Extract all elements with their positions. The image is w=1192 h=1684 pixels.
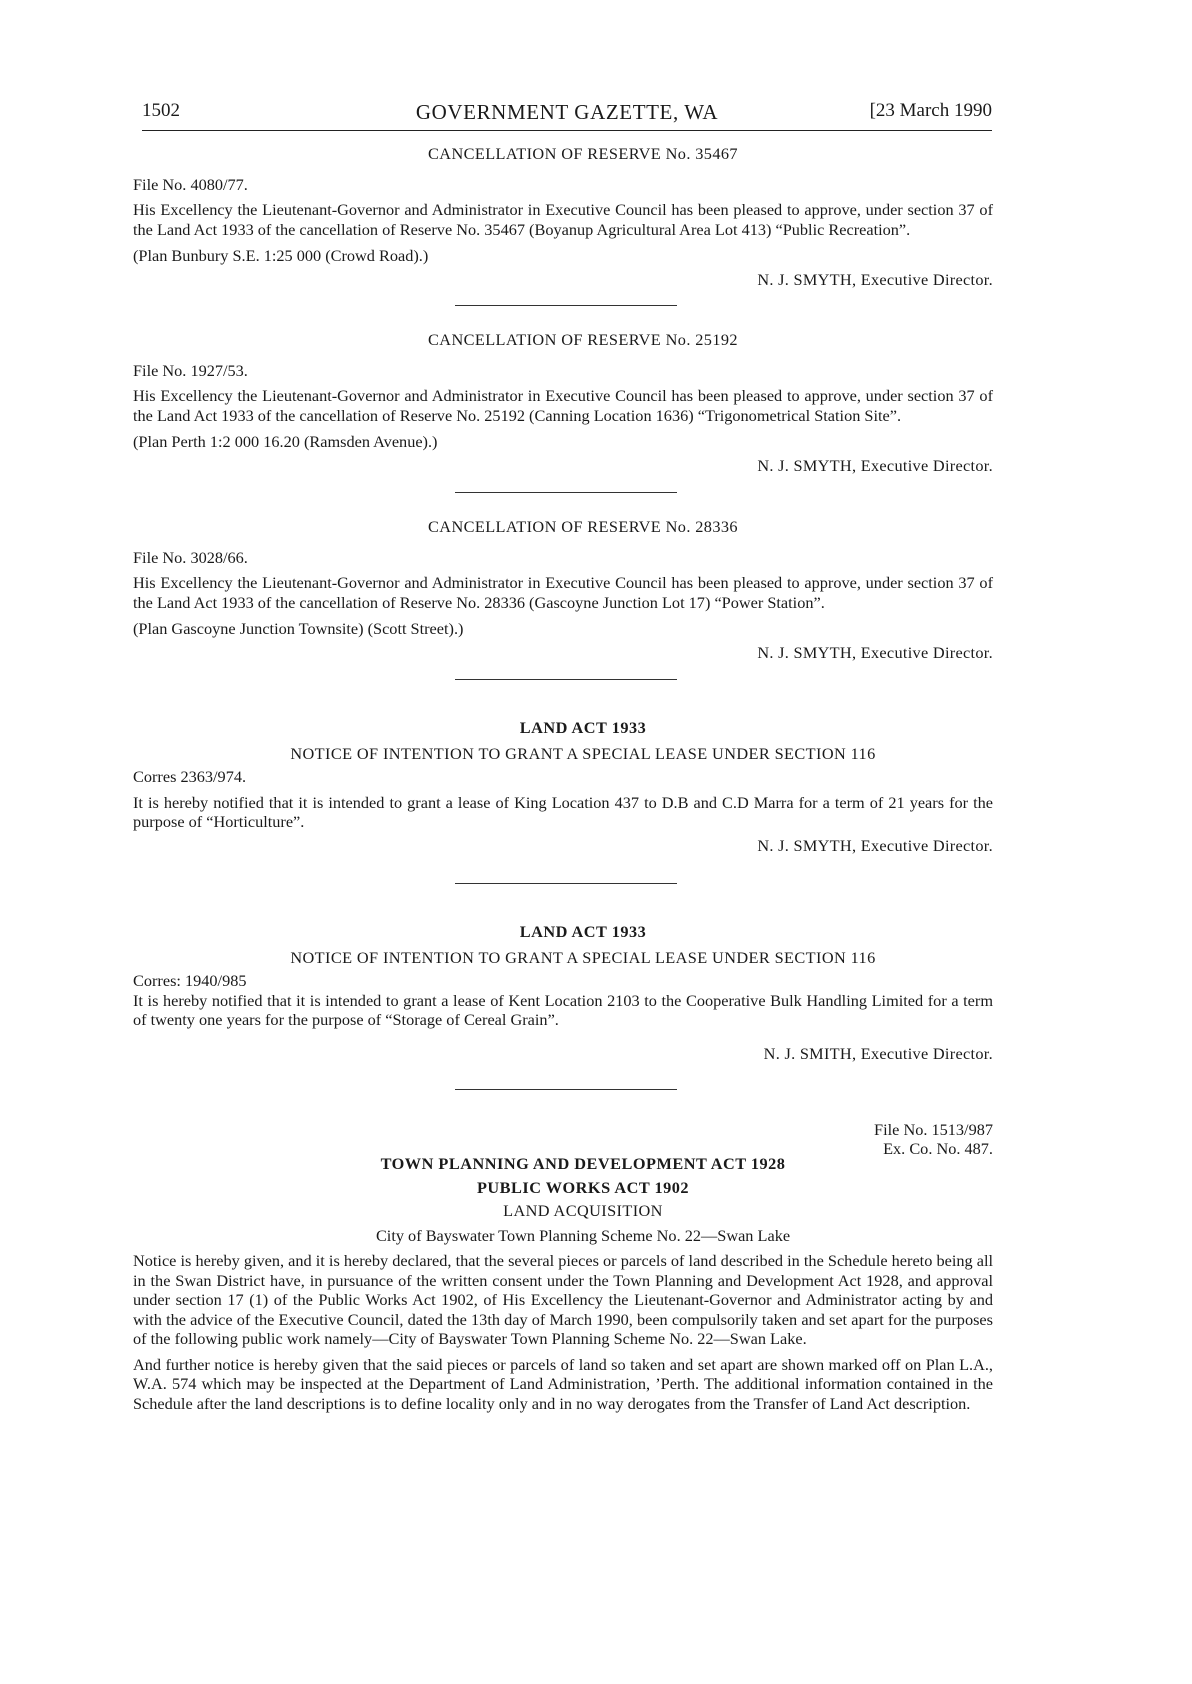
plan-reference: (Plan Perth 1:2 000 16.20 (Ramsden Avenue).) — [133, 432, 438, 451]
page-content — [133, 144, 993, 1413]
signature: N. J. SMYTH, Executive Director. — [757, 642, 993, 662]
notice-body: His Excellency the Lieutenant-Governor and Administrator in Executive Council has been pleased to approve, under section 37 of the Land Act 1933 of the cancellation of Reserve No. 28336 (Gascoyne Junction Lot 17) “Power Station”. — [133, 573, 993, 612]
notice-title: CANCELLATION OF RESERVE No. 25192 — [428, 330, 738, 349]
land-acquisition-notice — [133, 1120, 993, 1413]
divider — [455, 305, 677, 306]
file-number: File No. 1927/53. — [133, 360, 248, 380]
corres-number: Corres: 1940/985 — [133, 971, 247, 990]
plan-reference: (Plan Bunbury S.E. 1:25 000 (Crowd Road).) — [133, 246, 429, 265]
notice-special-lease-king — [133, 718, 993, 855]
act-title: TOWN PLANNING AND DEVELOPMENT ACT 1928 — [380, 1154, 786, 1173]
act-title: PUBLIC WORKS ACT 1902 — [476, 1177, 690, 1197]
page-header — [142, 98, 992, 131]
exco-number: Ex. Co. No. 487. — [883, 1139, 993, 1158]
notice-title: CANCELLATION OF RESERVE No. 35467 — [428, 144, 738, 163]
signature: N. J. SMYTH, Executive Director. — [757, 455, 993, 475]
divider — [455, 883, 677, 884]
issue-date: [23 March 1990 — [869, 100, 992, 121]
file-number: File No. 4080/77. — [133, 174, 248, 194]
page-number: 1502 — [142, 100, 180, 121]
plan-reference: (Plan Gascoyne Junction Townsite) (Scott Street).) — [133, 619, 464, 638]
file-number: File No. 3028/66. — [133, 547, 248, 567]
notice-body: His Excellency the Lieutenant-Governor and Administrator in Executive Council has been pleased to approve, under section 37 of the Land Act 1933 of the cancellation of Reserve No. 25192 (Canning Location 1636) “Trigonometrical Station Site”. — [133, 386, 993, 425]
scheme-title: City of Bayswater Town Planning Scheme No. 22—Swan Lake — [375, 1225, 791, 1245]
notice-title: NOTICE OF INTENTION TO GRANT A SPECIAL LEASE UNDER SECTION 116 — [290, 947, 876, 967]
acquisition-paragraph: Notice is hereby given, and it is hereby declared, that the several pieces or parcels of land described in the Schedule hereto being all in the Swan District have, in pursuance of the written consent under the Town Planning and Development Act 1928, and approval under section 17 (1) of the Public Works Act 1902, of His Excellency the Lieutenant-Governor and Administrator acting by and with the advice of the Executive Council, dated the 13th day of March 1990, been compulsorily taken and set apart for the purposes of the following public work namely—City of Bayswater Town Planning Scheme No. 22—Swan Lake. — [133, 1251, 993, 1348]
notice-title: NOTICE OF INTENTION TO GRANT A SPECIAL LEASE UNDER SECTION 116 — [290, 743, 876, 763]
corres-number: Corres 2363/974. — [133, 767, 247, 786]
file-reference-block — [133, 1120, 993, 1158]
notice-body: His Excellency the Lieutenant-Governor and Administrator in Executive Council has been pleased to approve, under section 37 of the Land Act 1933 of the cancellation of Reserve No. 35467 (Boyanup Agricultural Area Lot 413) “Public Recreation”. — [133, 200, 993, 239]
signature: N. J. SMYTH, Executive Director. — [757, 269, 993, 289]
notice-reserve-28336 — [133, 517, 993, 662]
notice-reserve-35467 — [133, 144, 993, 289]
notice-reserve-25192 — [133, 330, 993, 475]
notice-special-lease-kent — [133, 922, 993, 1063]
act-title: LAND ACT 1933 — [519, 922, 647, 941]
notice-body: It is hereby notified that it is intended to grant a lease of King Location 437 to D.B and C.D Marra for a term of 21 years for the purpose of “Horticulture”. — [133, 792, 993, 831]
publication-title: GOVERNMENT GAZETTE, WA — [415, 100, 719, 124]
signature: N. J. SMYTH, Executive Director. — [757, 835, 993, 855]
act-title: LAND ACT 1933 — [519, 718, 647, 737]
file-number: File No. 1513/987 — [874, 1120, 993, 1139]
signature: N. J. SMITH, Executive Director. — [763, 1043, 993, 1063]
notice-title: CANCELLATION OF RESERVE No. 28336 — [428, 517, 738, 536]
divider — [455, 679, 677, 680]
acquisition-paragraph: And further notice is hereby given that the said pieces or parcels of land so taken and set apart are shown marked off on Plan L.A., W.A. 574 which may be inspected at the Department of Land Administration, ’Perth. The additional information contained in the Schedule after the land descriptions is to define locality only and in no way derogates from the Transfer of Land Act description. — [133, 1354, 993, 1413]
notice-body: It is hereby notified that it is intended to grant a lease of Kent Location 2103 to the Cooperative Bulk Handling Limited for a term of twenty one years for the purpose of “Storage of Cereal Grain”. — [133, 990, 993, 1029]
divider — [455, 1089, 677, 1090]
divider — [455, 492, 677, 493]
acquisition-heading: LAND ACQUISITION — [503, 1201, 663, 1220]
